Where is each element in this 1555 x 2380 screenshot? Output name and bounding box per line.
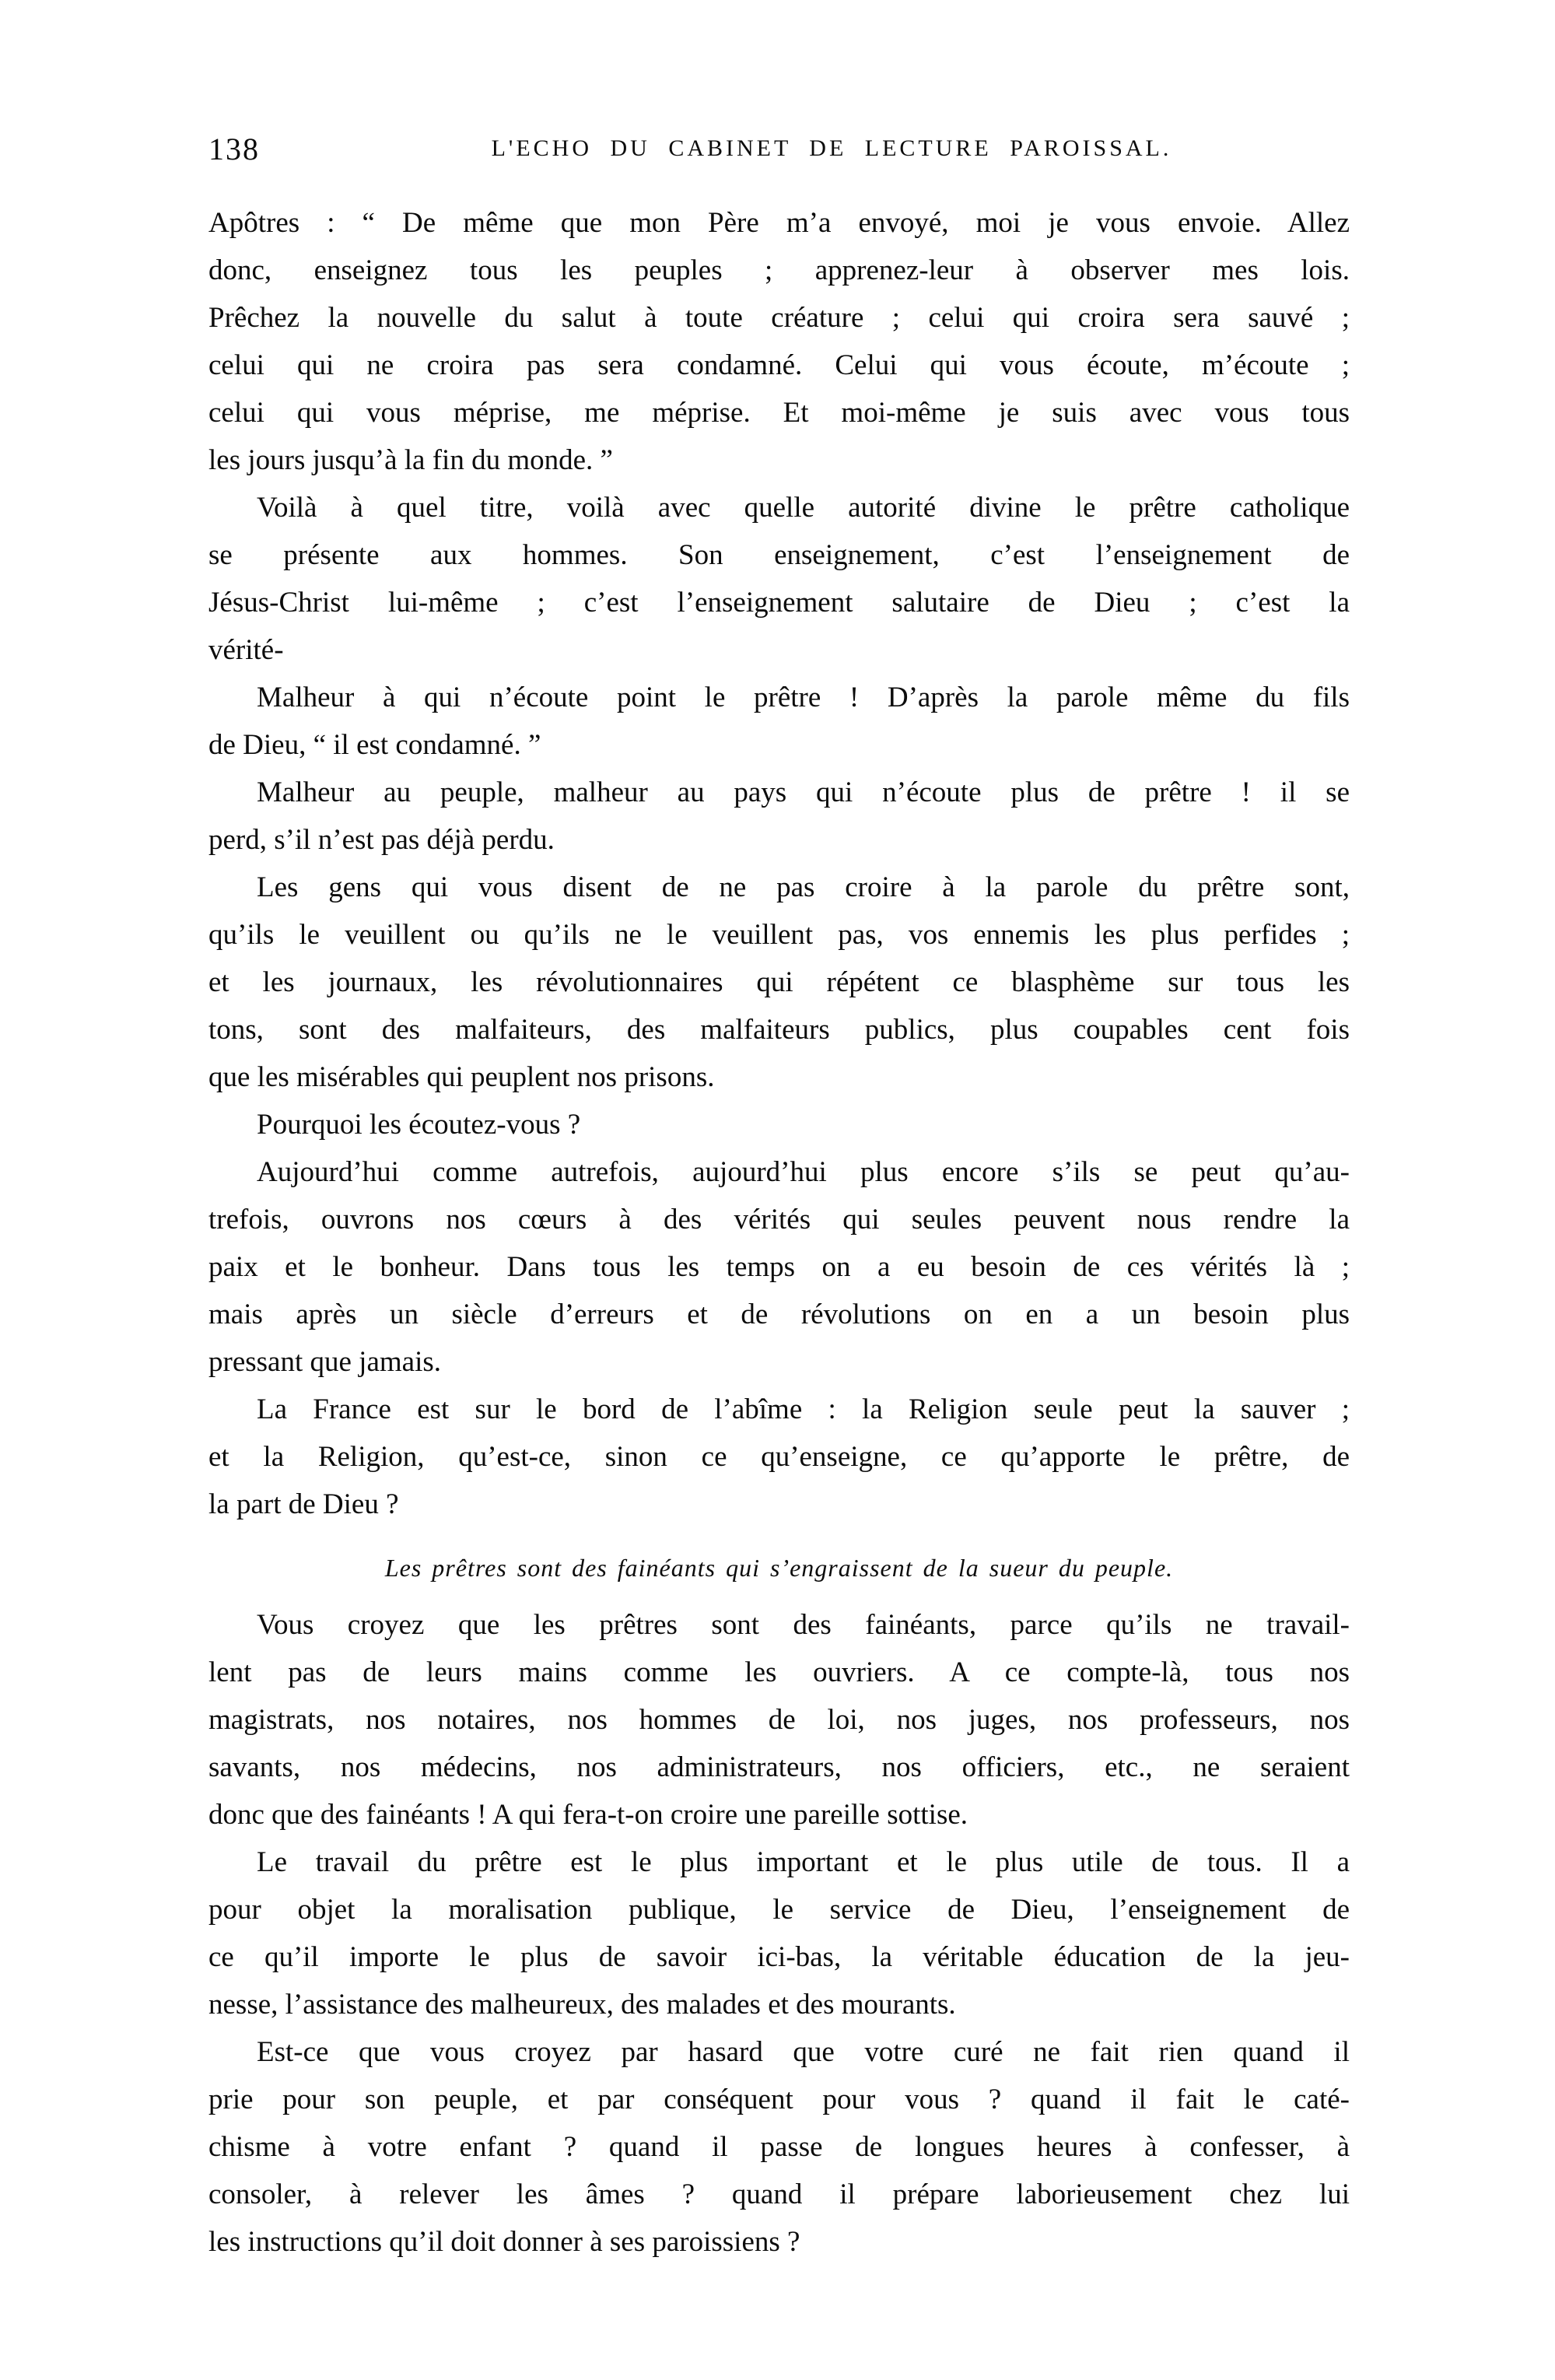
text-line: que les misérables qui peuplent nos prisons. (208, 1061, 715, 1093)
paragraph (208, 1101, 1350, 1148)
text-line: donc que des fainéants ! A qui fera-t-on croire une pareille sottise. (208, 1799, 968, 1831)
text-line: pressant que jamais. (208, 1346, 441, 1378)
text-line: ce qu’il importe le plus de savoir ici-bas, la véritable éducation de la jeu- (208, 1941, 1350, 1973)
text-line: magistrats, nos notaires, nos hommes de loi, nos juges, nos professeurs, nos (208, 1704, 1350, 1736)
text-line: et la Religion, qu’est-ce, sinon ce qu’enseigne, ce qu’apporte le prêtre, de (208, 1441, 1350, 1473)
text-line: se présente aux hommes. Son enseignement, c’est l’enseignement de (208, 539, 1350, 571)
paragraph (208, 484, 1350, 674)
text-line: et les journaux, les révolutionnaires qui répétent ce blasphème sur tous les (208, 966, 1350, 998)
text-line: pour objet la moralisation publique, le service de Dieu, l’enseignement de (208, 1894, 1350, 1926)
text-line: les instructions qu’il doit donner à ses paroissiens ? (208, 2226, 800, 2258)
paragraph (208, 2028, 1350, 2266)
text-line: Vous croyez que les prêtres sont des fainéants, parce qu’ils ne travail- (257, 1609, 1350, 1641)
paragraph (208, 1386, 1350, 1528)
text-line: Le travail du prêtre est le plus important et le plus utile de tous. Il a (257, 1846, 1350, 1878)
paragraph (208, 674, 1350, 769)
text-line: les jours jusqu’à la fin du monde. ” (208, 444, 613, 476)
text-line: Aujourd’hui comme autrefois, aujourd’hui plus encore s’ils se peut qu’au- (257, 1156, 1350, 1188)
text-line: celui qui vous méprise, me méprise. Et moi-même je suis avec vous tous (208, 397, 1350, 429)
text-line: perd, s’il n’est pas déjà perdu. (208, 824, 555, 856)
text-line: mais après un siècle d’erreurs et de révolutions on en a un besoin plus (208, 1299, 1350, 1330)
text-line: qu’ils le veuillent ou qu’ils ne le veuillent pas, vos ennemis les plus perfides ; (208, 919, 1350, 951)
paragraph (208, 1838, 1350, 2028)
text-line: Prêchez la nouvelle du salut à toute créature ; celui qui croira sera sauvé ; (208, 302, 1350, 334)
text-line: celui qui ne croira pas sera condamné. Celui qui vous écoute, m’écoute ; (208, 349, 1350, 381)
paragraph (208, 1148, 1350, 1386)
text-line: lent pas de leurs mains comme les ouvriers. A ce compte-là, tous nos (208, 1656, 1350, 1688)
text-line: consoler, à relever les âmes ? quand il prépare laborieusement chez lui (208, 2178, 1350, 2210)
text-line: Apôtres : “ De même que mon Père m’a envoyé, moi je vous envoie. Allez (208, 207, 1350, 239)
text-line: de Dieu, “ il est condamné. ” (208, 729, 541, 761)
text-line: nesse, l’assistance des malheureux, des malades et des mourants. (208, 1989, 956, 2021)
running-title: L'ECHO DU CABINET DE LECTURE PAROISSAL. (491, 135, 1172, 161)
text-line: La France est sur le bord de l’abîme : la Religion seule peut la sauver ; (257, 1393, 1350, 1425)
text-line: tons, sont des malfaiteurs, des malfaiteurs publics, plus coupables cent fois (208, 1014, 1350, 1046)
text-line: chisme à votre enfant ? quand il passe de longues heures à confesser, à (208, 2131, 1350, 2163)
text-line: prie pour son peuple, et par conséquent pour vous ? quand il fait le caté- (208, 2084, 1350, 2115)
text-line: Malheur au peuple, malheur au pays qui n’écoute plus de prêtre ! il se (257, 776, 1350, 808)
body-text (208, 199, 1350, 2266)
text-line: la part de Dieu ? (208, 1488, 399, 1520)
text-line: Pourquoi les écoutez-vous ? (257, 1109, 581, 1141)
section-heading (208, 1545, 1350, 1590)
text-line: paix et le bonheur. Dans tous les temps on a eu besoin de ces vérités là ; (208, 1251, 1350, 1283)
paragraph (208, 864, 1350, 1101)
text-line: Les prêtres sont des fainéants qui s’engraissent de la sueur du peuple. (384, 1554, 1174, 1582)
paragraph (208, 199, 1350, 484)
page-number: 138 (208, 131, 260, 166)
text-line: Les gens qui vous disent de ne pas croire à la parole du prêtre sont, (257, 871, 1350, 903)
text-line: Voilà à quel titre, voilà avec quelle autorité divine le prêtre catholique (257, 492, 1350, 524)
text-line: vérité- (208, 634, 284, 666)
text-line: trefois, ouvrons nos cœurs à des vérités qui seules peuvent nous rendre la (208, 1204, 1350, 1236)
text-line: savants, nos médecins, nos administrateurs, nos officiers, etc., ne seraient (208, 1751, 1350, 1783)
text-line: Jésus-Christ lui-même ; c’est l’enseignement salutaire de Dieu ; c’est la (208, 587, 1350, 619)
paragraph (208, 769, 1350, 864)
page-header (208, 131, 1350, 171)
text-line: donc, enseignez tous les peuples ; apprenez-leur à observer mes lois. (208, 254, 1350, 286)
text-line: Malheur à qui n’écoute point le prêtre ! D’après la parole même du fils (257, 682, 1350, 713)
text-line: Est-ce que vous croyez par hasard que votre curé ne fait rien quand il (257, 2036, 1350, 2068)
paragraph (208, 1601, 1350, 1838)
